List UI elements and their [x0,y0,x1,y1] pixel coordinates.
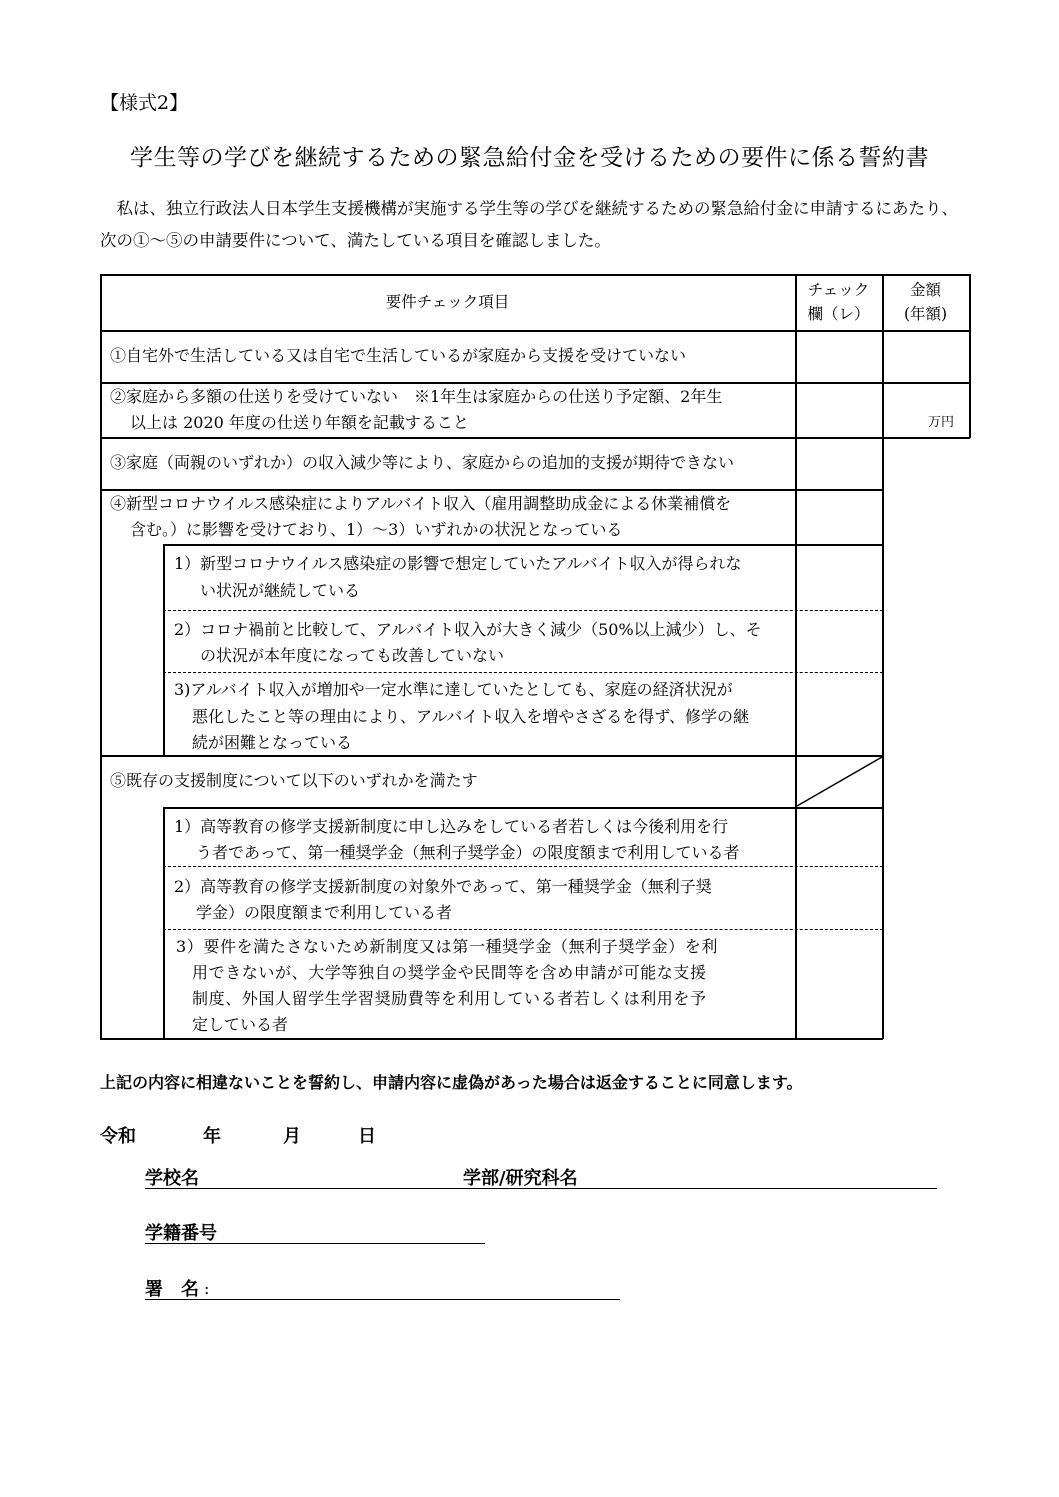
school-label: 学校名 [145,1168,199,1189]
requirement-5-2-line1: 2）高等教育の修学支援新制度の対象外であって、第一種奨学金（無利子奨 [174,877,712,896]
requirement-5: ⑤既存の支援制度について以下のいずれかを満たす [110,771,478,790]
requirement-5-3-line2: 用できないが、大学等独自の奨学金や民間等を含め申請が可能な支援 [192,963,707,982]
date-era: 令和 [100,1126,136,1147]
requirement-4-2-line1: 2）コロナ禍前と比較して、アルバイト収入が大きく減少（50%以上減少）し、そ [174,620,762,639]
diagonal-slash [795,755,883,808]
amount-field[interactable] [883,383,969,437]
requirement-4-1-line1: 1）新型コロナウイルス感染症の影響で想定していたアルバイト収入が得られな [174,554,742,573]
requirement-3: ③家庭（両親のいずれか）の収入減少等により、家庭からの追加的支援が期待できない [110,453,735,472]
header-items: 要件チェック項目 [385,293,510,311]
requirement-5-3-line1: 3）要件を満たさないため新制度又は第一種奨学金（無利子奨学金）を利 [176,937,718,956]
header-amount-line1: 金額 [909,281,941,299]
school-faculty-line[interactable] [145,1188,937,1189]
requirement-5-1-line2: う者であって、第一種奨学金（無利子奨学金）の限度額まで利用している者 [196,843,740,862]
student-id-line[interactable] [145,1243,485,1244]
agreement-statement: 上記の内容に相違ないことを誓約し、申請内容に虚偽があった場合は返金することに同意します。 [100,1073,803,1092]
requirement-4-3-line2: 悪化したこと等の理由により、アルバイト収入を増やさざるを得ず、修学の継 [192,707,749,726]
header-check-line2: 欄（レ） [807,305,870,323]
check-box-4-3[interactable] [796,673,882,755]
requirement-2-line2: 以上は 2020 年度の仕送り年額を記載すること [130,413,469,432]
date-month: 月 [283,1126,301,1147]
signature-colon: : [204,1279,210,1298]
requirement-1: ①自宅外で生活している又は自宅で生活しているが家庭から支援を受けていない [110,346,687,365]
requirement-4-line2: 含む。）に影響を受けており、1）～3）いずれかの状況となっている [130,520,623,539]
requirement-4-3-line1: 3)アルバイト収入が増加や一定水準に達していたとしても、家庭の経済状況が [174,680,733,699]
requirement-2-line1: ②家庭から多額の仕送りを受けていない ※1年生は家庭からの仕送り予定額、2年生 [110,387,723,406]
requirement-4-1-line2: い状況が継続している [200,581,361,600]
header-amount-line2: (年額) [903,305,948,323]
date-day: 日 [358,1126,376,1147]
check-box-5-3[interactable] [796,930,882,1038]
requirement-4-3-line3: 続が困難となっている [192,733,353,752]
check-box-4-1[interactable] [796,545,882,610]
student-id-label: 学籍番号 [145,1223,217,1244]
check-box-4-2[interactable] [796,611,882,672]
check-box-5-2[interactable] [796,867,882,929]
date-year: 年 [203,1126,221,1147]
check-box-5-1[interactable] [796,808,882,866]
header-check-line1: チェック [807,281,870,299]
signature-label: 署 名 [145,1279,199,1300]
check-box-1[interactable] [796,331,882,382]
amount-unit: 万円 [928,415,955,430]
requirement-4-2-line2: の状況が本年度になっても改善していない [200,646,505,665]
document-title: 学生等の学びを継続するための緊急給付金を受けるための要件に係る誓約書 [130,145,929,171]
intro-paragraph: 私は、独立行政法人日本学生支援機構が実施する学生等の学びを継続するための緊急給付金に申請するにあたり、次の①～⑤の申請要件について、満たしている項目を確認しました。 [100,199,958,250]
check-box-3[interactable] [796,438,882,489]
faculty-label: 学部/研究科名 [463,1168,578,1189]
requirement-4-line1: ④新型コロナウイルス感染症によりアルバイト収入（雇用調整助成金による休業補償を [110,494,732,513]
signature-line[interactable] [145,1299,620,1300]
requirement-5-3-line3: 制度、外国人留学生学習奨励費等を利用している者若しくは利用を予 [192,989,707,1008]
requirement-5-2-line2: 学金）の限度額まで利用している者 [196,903,453,922]
check-box-2[interactable] [796,383,882,437]
requirement-5-1-line1: 1）高等教育の修学支援新制度に申し込みをしている者若しくは今後利用を行 [174,817,729,836]
form-label: 【様式2】 [100,92,189,114]
requirement-5-3-line4: 定している者 [192,1015,289,1034]
